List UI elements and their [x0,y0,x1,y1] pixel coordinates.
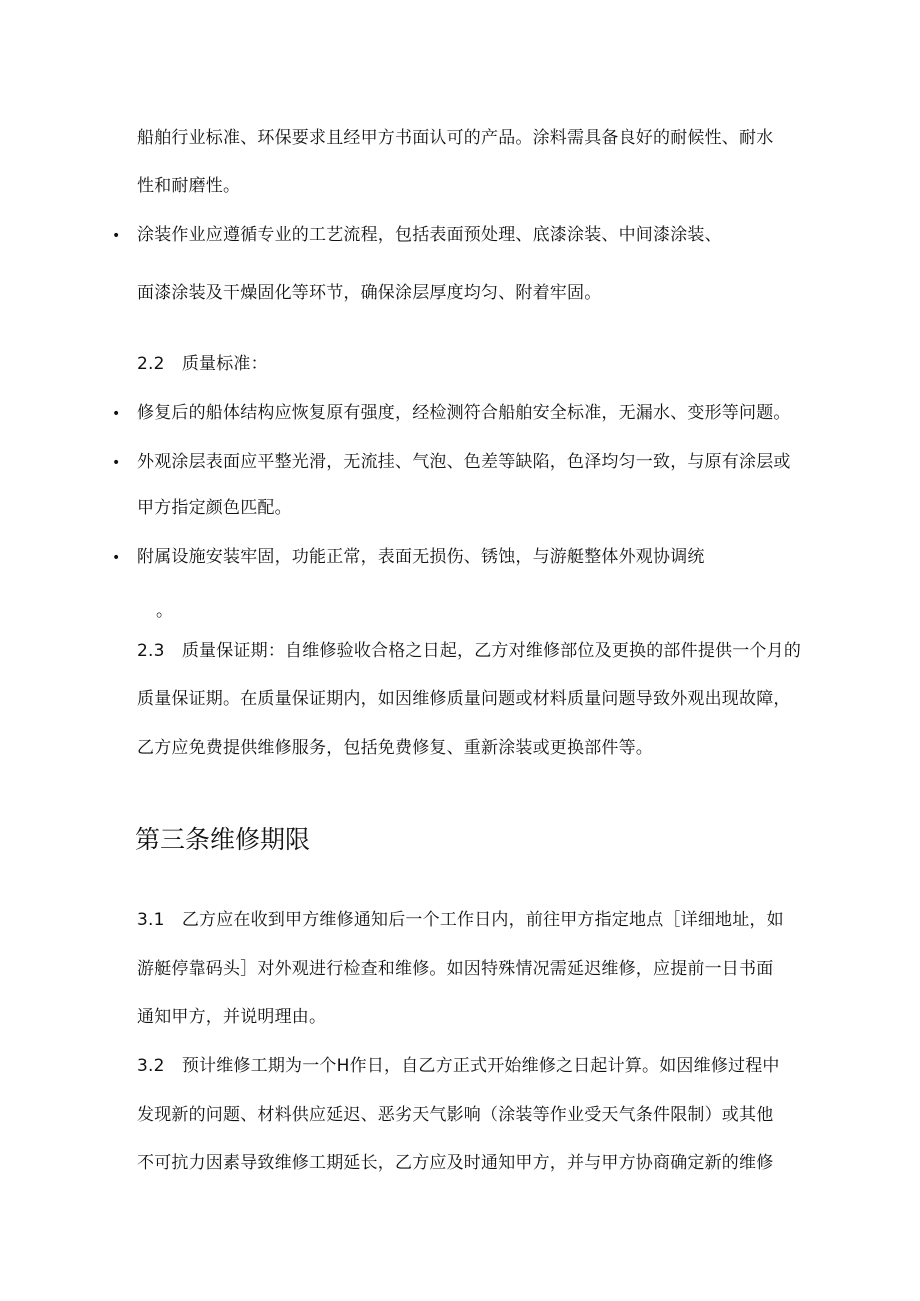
text-line: 3.2 预计维修工期为一个H作日，自乙方正式开始维修之日起计算。如因维修过程中 [137,1056,780,1076]
text-line: 外观涂层表面应平整光滑，无流挂、气泡、色差等缺陷，色泽均匀一致，与原有涂层或 [137,452,791,472]
bullet-marker: • [112,406,121,422]
section-label: 2.2 质量标准： [137,354,268,374]
text-line: 性和耐磨性。 [137,176,241,196]
text-line: 附属设施安装牢固，功能正常，表面无损伤、锈蚀，与游艇整体外观协调统 [137,547,705,567]
text-line: 2.3 质量保证期：自维修验收合格之日起，乙方对维修部位及更换的部件提供一个月的 [137,641,802,661]
text-line: 3.1 乙方应在收到甲方维修通知后一个工作日内，前往甲方指定地点［详细地址，如 [137,910,784,930]
bullet-marker: • [112,455,121,471]
text-line: 通知甲方，并说明理由。 [137,1007,327,1027]
text-line: 质量保证期。在质量保证期内，如因维修质量问题或材料质量问题导致外观出现故障， [137,689,791,709]
text-line: 。 [156,601,174,621]
text-line: 面漆涂装及干燥固化等环节，确保涂层厚度均匀、附着牢固。 [137,283,602,303]
text-line: 发现新的问题、材料供应延迟、恶劣天气影响（涂装等作业受天气条件限制）或其他 [137,1105,774,1125]
text-line: 甲方指定颜色匹配。 [137,498,292,518]
section-heading: 第三条维修期限 [135,825,311,854]
text-line: 乙方应免费提供维修服务，包括免费修复、重新涂装或更换部件等。 [137,738,653,758]
bullet-marker: • [112,228,121,244]
text-line: 游艇停靠码头］对外观进行检查和维修。如因特殊情况需延迟维修，应提前一日书面 [137,959,774,979]
text-line: 修复后的船体结构应恢复原有强度，经检测符合船舶安全标准，无漏水、变形等问题。 [137,403,791,423]
text-line: 船舶行业标准、环保要求且经甲方书面认可的产品。涂料需具备良好的耐候性、耐水 [137,128,774,148]
text-line: 不可抗力因素导致维修工期延长，乙方应及时通知甲方，并与甲方协商确定新的维修 [137,1153,774,1173]
bullet-marker: • [112,550,121,566]
text-line: 涂装作业应遵循专业的工艺流程，包括表面预处理、底漆涂装、中间漆涂装、 [137,225,722,245]
